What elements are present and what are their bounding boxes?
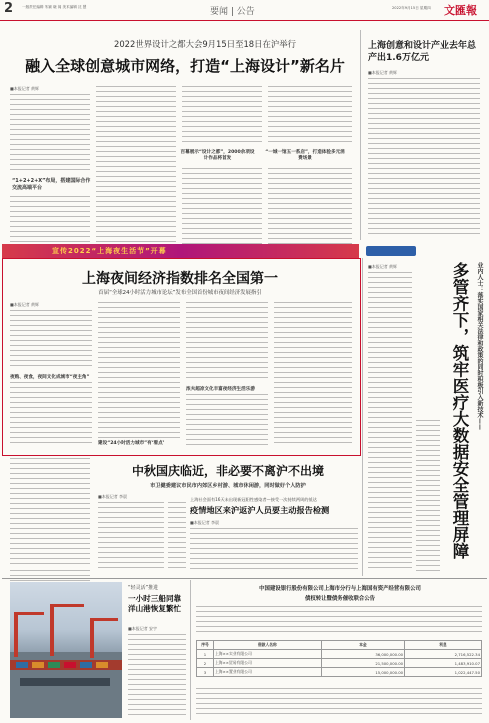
notice-table-header	[197, 641, 482, 650]
port-kicker: “轻灵活”推进	[128, 585, 159, 591]
table-row	[197, 668, 482, 677]
lead-kicker: 2022世界设计之都大会9月15日至18日在沪举行	[114, 39, 296, 49]
mid-autumn-subheadline: 市卫健委建议市民市内郊区乡村游、城市休闲游，同时做好个人防护	[150, 483, 306, 489]
checkup-headline: 疫情地区来沪返沪人员要主动报告检测	[190, 505, 330, 515]
checkup-text	[190, 528, 358, 572]
event-banner	[2, 244, 359, 258]
checkup-kicker: 上海社会面有16天未出现新冠阳性感染者—接受一次持续两周的抵达	[190, 497, 317, 502]
notice-footer-text	[196, 688, 482, 716]
right-col-headline: 多管齐下，筑牢医疗大数据安全管理屏障	[450, 262, 469, 559]
lead-text-col1	[10, 94, 90, 174]
right-col-reporter: ■本报记者 黄辉	[368, 264, 398, 269]
feature-text-col2	[98, 302, 180, 438]
lead-text-col3	[182, 86, 262, 146]
masthead	[0, 0, 489, 21]
table-row	[197, 650, 482, 659]
port-text	[128, 634, 186, 718]
lead-headline: 融入全球创意城市网络，打造“上海设计”新名片	[25, 57, 345, 75]
notice-col-header: 利息	[405, 641, 482, 650]
right-col-label: 业内人士：落实国家相关法律和政策的同时积极引入新技术——	[476, 262, 483, 430]
lead-text-col1b	[10, 196, 90, 244]
column-divider	[360, 30, 361, 240]
feature-text-col1b	[10, 382, 92, 444]
notice-table	[196, 640, 482, 677]
date-line: 2022年9月15日 星期四	[392, 6, 431, 10]
mid-left-text	[10, 458, 90, 566]
notice-col-header: 序号	[197, 641, 214, 650]
feature-text-col3b	[186, 394, 268, 446]
page-number: 2	[4, 1, 14, 16]
port-reporter: ■本报记者 安宇	[128, 626, 158, 631]
right-top-text	[368, 78, 480, 238]
section-divider	[2, 578, 487, 579]
table-cell: 21,500,000.00	[321, 659, 404, 668]
mid-autumn-text-2	[168, 502, 186, 572]
feature-headline: 上海夜间经济指数排名全国第一	[82, 271, 278, 287]
table-cell: 上海××置业有限公司	[214, 668, 322, 677]
port-photo	[10, 582, 122, 718]
table-cell: 1,022,447.50	[405, 668, 482, 677]
lead-reporter: ■本报记者 黄辉	[10, 86, 40, 91]
checkup-reporter: ■本报记者 李晨	[190, 520, 220, 525]
table-cell: 2,716,522.34	[405, 650, 482, 659]
table-cell: 1	[197, 650, 214, 659]
mid-autumn-headline: 中秋国庆临近，非必要不离沪不出境	[131, 464, 324, 478]
feature-subhead-2: 建设“24小时活力城市”有‘看点’	[98, 441, 165, 446]
right-col-text-b	[416, 420, 440, 572]
section-title: 要闻 | 公告	[210, 7, 255, 17]
lead-text-col3b	[182, 168, 262, 244]
table-cell: 36,000,000.00	[321, 650, 404, 659]
mid-autumn-reporter: ■本报记者 李晨	[98, 494, 128, 499]
right-top-reporter: ■本报记者 黄辉	[368, 70, 398, 75]
table-cell: 1,483,910.07	[405, 659, 482, 668]
feature-text-col4	[274, 302, 352, 446]
port-photo-svg	[10, 582, 122, 718]
notice-col-header: 本金	[321, 641, 404, 650]
sponsor-logo	[366, 246, 416, 256]
editor-line: 一版责任编辑 朱颖 晓 闻 美术编辑 沈 慧	[22, 5, 87, 9]
table-cell: 15,000,000.00	[321, 668, 404, 677]
table-cell: 3	[197, 668, 214, 677]
feature-text-col3	[186, 302, 268, 382]
port-headline: 一小时三船同靠洋山港恢复繁忙	[128, 594, 182, 613]
table-row	[197, 659, 482, 668]
notice-divider	[190, 580, 191, 720]
notice-subtitle: 债权转让暨债务催收联合公告	[304, 596, 376, 602]
feature-subhead-3: 浓夫超凉文化丰富夜经济生活乐游	[186, 387, 255, 392]
lead-callout-a: 百幕展示“设计之都”，2000余项设计作品将首发	[180, 150, 255, 161]
mid-autumn-text-1	[98, 502, 164, 572]
right-col-text-a	[368, 272, 412, 572]
lead-callout-b: “一城一馆五一系店”，打造体验多元消费场景	[265, 150, 345, 161]
paper-logo: 文匯報	[444, 4, 477, 17]
notice-col-header: 借款人名称	[214, 641, 322, 650]
table-cell: 2	[197, 659, 214, 668]
right-top-headline: 上海创意和设计产业去年总产出1.6万亿元	[368, 41, 477, 63]
feature-subheadline: 首届“全球24小时活力城市论坛”发布全国首份城市夜间经济发展指引	[98, 290, 262, 296]
notice-intro	[196, 606, 482, 636]
table-cell: 上海××贸易有限公司	[214, 659, 322, 668]
table-cell: 上海××实业有限公司	[214, 650, 322, 659]
right-divider	[362, 258, 363, 576]
lead-text-col4b	[268, 168, 352, 244]
feature-text-col1	[10, 310, 92, 370]
lead-pullquote: “1+2+2+X”布局，搭建国际合作交流高端平台	[12, 178, 91, 191]
lead-text-col2	[96, 86, 176, 244]
lead-text-col4	[268, 86, 352, 146]
notice-title: 中国建设银行股份有限公司上海市分行与上海国有资产经营有限公司	[259, 586, 421, 592]
feature-reporter: ■本报记者 黄辉	[10, 302, 40, 307]
banner-text: 宣传2022“上海夜生活节”开幕	[52, 247, 167, 255]
feature-subhead-1: 夜购、夜食，夜间文化成城市“夜主角”	[10, 375, 90, 380]
